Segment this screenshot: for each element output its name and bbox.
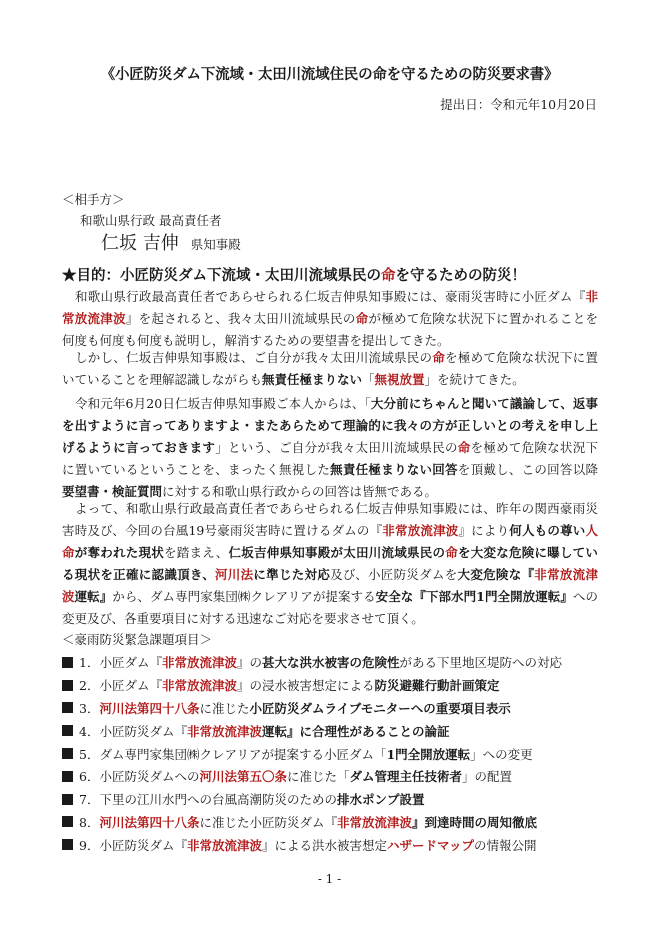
- emphasis-red: 非常放流津波: [186, 723, 262, 739]
- issue-item-7: [62, 788, 607, 811]
- emphasis-bold: が奪われた現状: [74, 545, 164, 560]
- emphasis-bold: 仁坂吉伸県知事殿が太田川流域県民の: [228, 545, 446, 560]
- text: ダム専門家集団㈱クレアリアが提案する小匠ダム「: [99, 746, 387, 762]
- paragraph-2: [62, 347, 598, 391]
- emphasis-bold: 防災避難行動計画策定: [374, 678, 500, 694]
- submission-date: 提出日：令和元年10月20日: [440, 97, 597, 112]
- purpose-highlight: 命: [381, 267, 396, 284]
- emphasis-bold: 1門全開放運転: [386, 746, 471, 762]
- emphasis-bold: 』到達時間の周知徹底: [412, 814, 538, 830]
- emphasis-red: 非常放流津波: [336, 814, 412, 830]
- text: 』を起されると、我々太田川流域県民の: [125, 311, 356, 326]
- issue-item-3: [62, 697, 607, 720]
- emphasis-bold: 要望書・検証質問: [62, 484, 163, 499]
- purpose-statement: [62, 264, 602, 285]
- text: を極めて危険な状況下に置いているということを、まったく無視した: [62, 440, 598, 477]
- issue-item-8: [62, 811, 607, 834]
- purpose-text: を守るための防災！: [395, 267, 526, 284]
- issue-item-4: [62, 719, 607, 742]
- square-bullet-icon: [62, 702, 73, 713]
- text: 小匠防災ダムへの: [99, 769, 200, 785]
- emphasis-bold: に準じた対応: [253, 567, 331, 582]
- emphasis-bold: 無責任極まりない: [262, 372, 363, 387]
- issue-item-6: [62, 765, 607, 788]
- emphasis-red: 命: [432, 350, 446, 365]
- square-bullet-icon: [62, 680, 73, 691]
- recipient-honorific: 県知事殿: [190, 237, 241, 252]
- emphasis-bold: 排水ポンプ設置: [336, 792, 425, 808]
- emphasis-bold: を大変な危険に曝している現状を正確に認識頂き、: [62, 545, 598, 582]
- text: しかし、仁坂吉伸県知事殿は、ご自分が我々太田川流域県民の: [75, 350, 433, 365]
- text: に准じた小匠防災ダム『: [199, 814, 337, 830]
- text: 和歌山県行政最高責任者であらせられる仁坂吉伸県知事殿には、豪雨災害時に小匠ダム『: [75, 289, 586, 304]
- issue-item-1: [62, 651, 607, 674]
- text: が極めて危険な状況下に置かれることを何度も何度も何度も説明し，解消するための要望書を提出してきた。: [62, 311, 598, 348]
- text: 」という、ご自分が我々太田川流域県民の: [215, 440, 458, 455]
- emphasis-red: 命: [457, 440, 471, 455]
- text: に准じた「: [286, 769, 350, 785]
- emphasis-bold: 甚大な洪水被害の危険性: [262, 655, 400, 671]
- emphasis-red: 河川法: [215, 567, 254, 582]
- issue-number: 7．: [79, 792, 100, 808]
- square-bullet-icon: [62, 748, 73, 759]
- text: 令和元年6月20日仁坂吉伸県知事殿ご本人からは、「: [75, 396, 371, 411]
- text: 』の: [236, 655, 262, 671]
- issues-list: [62, 651, 607, 856]
- issue-item-5: [62, 742, 607, 765]
- issue-number: 6．: [79, 769, 100, 785]
- text: 小匠ダム『: [99, 678, 162, 694]
- recipient-name-line: [101, 229, 241, 255]
- square-bullet-icon: [62, 771, 73, 782]
- emphasis-red: 非常放流津波: [186, 837, 262, 853]
- emphasis-bold: ダム管理主任技術者: [349, 769, 463, 785]
- text: 小匠ダム『: [99, 655, 162, 671]
- square-bullet-icon: [62, 657, 73, 668]
- emphasis-bold: 何人もの尊い: [509, 523, 586, 538]
- paragraph-4: [62, 498, 598, 630]
- text: がある下里地区堤防への対応: [399, 655, 563, 671]
- emphasis-red: 命: [445, 545, 458, 560]
- text: を極めて危険な状況下に置いていることを理解認識しながらも: [62, 350, 598, 387]
- text: 』による洪水被害想定: [261, 837, 387, 853]
- text: 』の浸水被害想定による: [236, 678, 375, 694]
- document-title: 《小匠防災ダム下流域・太田川流域住民の命を守るための防災要求書》: [100, 66, 559, 83]
- text: 下里の江川水門への台風高潮防災のための: [99, 792, 337, 808]
- square-bullet-icon: [62, 725, 73, 736]
- square-bullet-icon: [62, 839, 73, 850]
- square-bullet-icon: [62, 816, 73, 827]
- text: 「: [362, 372, 375, 387]
- issue-item-2: [62, 674, 607, 697]
- emphasis-red: 河川法第五〇条: [199, 769, 287, 785]
- text: 』により: [458, 523, 510, 538]
- text: 小匠防災ダム『: [99, 723, 187, 739]
- emphasis-red: 河川法第四十八条: [99, 814, 200, 830]
- emphasis-red: 人命: [62, 523, 598, 560]
- text: に准じた: [199, 700, 250, 716]
- emphasis-bold: 安全な『下部水門1門全開放運転』: [375, 589, 573, 604]
- text: よって、和歌山県行政最高責任者であらせられる仁坂吉伸県知事殿には、昨年の関西豪雨災害時及び、今回の台風19号豪雨災害時に置けるダムの『: [62, 501, 598, 538]
- recipient-name: 仁坂 吉伸: [101, 233, 179, 254]
- emphasis-red: 非常放流津波: [161, 655, 237, 671]
- emphasis-bold: 大変危険な『: [457, 567, 535, 582]
- emphasis-red: 無視放置: [374, 372, 425, 387]
- paragraph-1: [62, 286, 598, 352]
- issue-number: 9．: [79, 837, 100, 853]
- text: 」を続けてきた。: [424, 372, 525, 387]
- issues-heading: ＜豪雨防災緊急課題項目＞: [62, 632, 213, 647]
- text: の情報公開: [474, 837, 537, 853]
- emphasis-red: 非常放流津波: [161, 678, 237, 694]
- recipient-organization: 和歌山県行政 最高責任者: [80, 213, 222, 228]
- emphasis-bold: 運転』に合理性があることの論証: [261, 723, 450, 739]
- emphasis-red: 非常放流津波: [382, 523, 459, 538]
- text: への変更及び、各重要項目に対する迅速なご対応を要求させて頂く。: [62, 589, 598, 626]
- emphasis-red: 非常放流津波: [62, 567, 598, 604]
- issue-item-9: [62, 833, 607, 856]
- text: 」の配置: [462, 769, 513, 785]
- text: を踏まえ、: [163, 545, 229, 560]
- issue-number: 2．: [79, 678, 100, 694]
- issue-number: 1．: [79, 655, 100, 671]
- text: 及び、小匠防災ダムを: [330, 567, 458, 582]
- purpose-text: ★目的：小匠防災ダム下流域・太田川流域県民の: [62, 267, 381, 284]
- issue-number: 5．: [79, 746, 100, 762]
- square-bullet-icon: [62, 794, 73, 805]
- emphasis-red: ハザードマップ: [387, 837, 475, 853]
- text: に対する和歌山県行政からの回答は皆無である。: [162, 484, 438, 499]
- emphasis-bold: 無責任極まりない回答: [330, 462, 458, 477]
- text: から、ダム専門家集団㈱クレアリアが提案する: [112, 589, 376, 604]
- recipient-heading: ＜相手方＞: [62, 192, 125, 207]
- text: 小匠防災ダム『: [99, 837, 187, 853]
- emphasis-bold: 運転』: [74, 589, 113, 604]
- emphasis-bold: 小匠防災ダムライブモニターへの重要項目表示: [249, 700, 511, 716]
- emphasis-red: 非常放流津波: [62, 289, 598, 326]
- text: を頂戴し、この回答以降: [457, 462, 598, 477]
- emphasis-bold: 大分前にちゃんと聞いて議論して、返事を出すように言ってありますよ・またあらためて理論的に我々の方が正しいとの考えを申し上げるように言っておきます: [62, 396, 598, 455]
- text: 」への変更: [470, 746, 533, 762]
- paragraph-3: [62, 393, 598, 503]
- emphasis-red: 命: [355, 311, 369, 326]
- issue-number: 4．: [79, 723, 100, 739]
- page-number: - 1 -: [317, 872, 342, 886]
- issue-number: 8．: [79, 814, 100, 830]
- issue-number: 3．: [79, 700, 100, 716]
- emphasis-red: 河川法第四十八条: [99, 700, 200, 716]
